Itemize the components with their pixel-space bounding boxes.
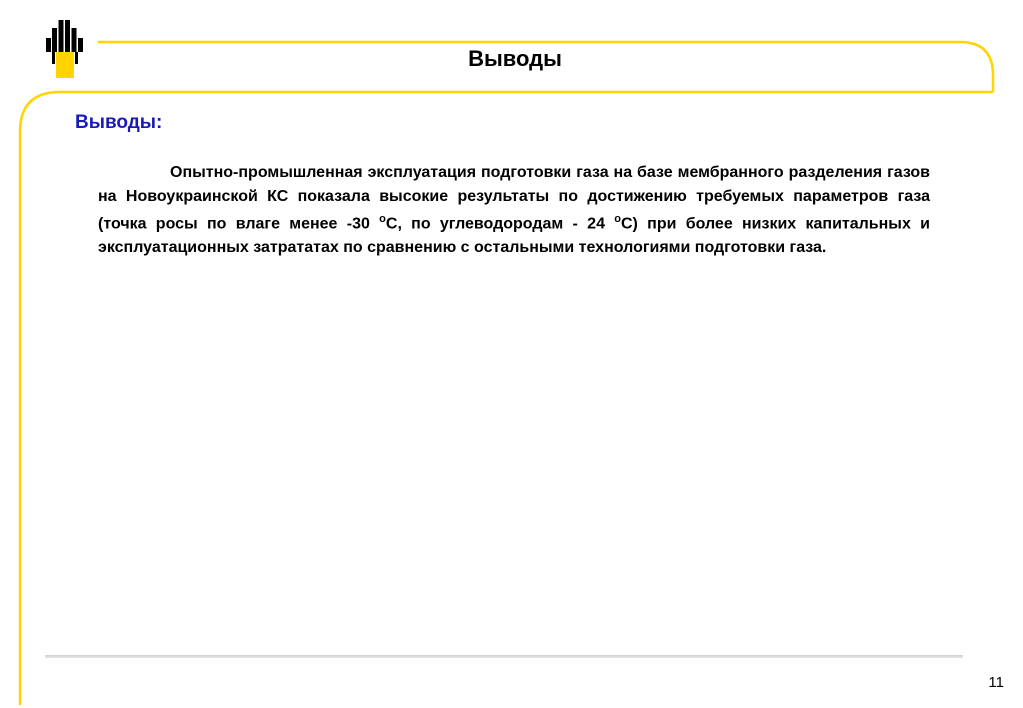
footer-divider: [45, 655, 963, 658]
page-number: 11: [988, 674, 1004, 691]
degree-symbol: о: [379, 213, 386, 225]
paragraph-part-3: С) при более низких капитальных и эксплуатационных затрататах по сравнению с остальными технологиями подготовки газа.: [98, 215, 930, 256]
paragraph-part-1: Опытно-промышленная эксплуатация подготовки газа на базе мембранного разделения газов на Новоукраинской КС показала высокие результаты по достижению требуемых параметров газа (точка росы по влаге менее -30: [98, 164, 930, 233]
paragraph-part-2: С, по углеводородам - 24: [385, 215, 615, 233]
section-heading: Выводы:: [75, 112, 163, 133]
degree-symbol: о: [614, 213, 621, 225]
slide-title: Выводы: [468, 46, 562, 71]
conclusion-paragraph: [98, 161, 930, 259]
